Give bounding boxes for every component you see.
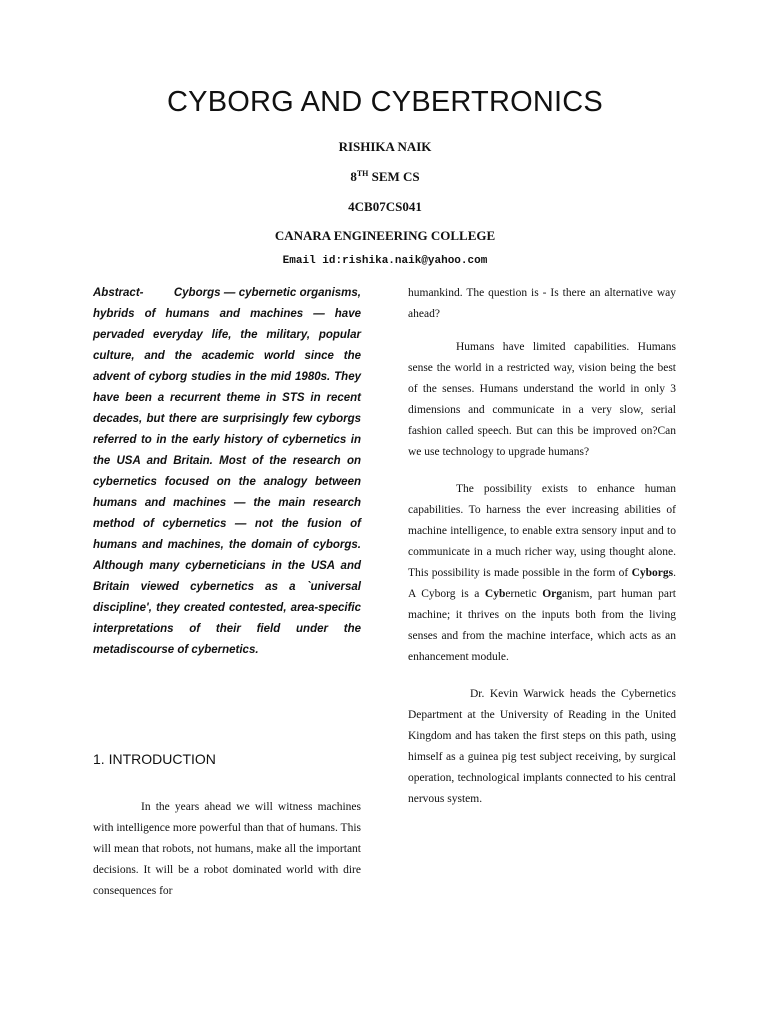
abstract-text: Cyborgs — cybernetic organisms, hybrids of humans and machines — have pervaded everyday life, the military, popular culture, and the academic world since the advent of cyborg studies in the mid 1980s. They have been a recurrent theme in STS in recent decades, but there are surprisingly few cyborgs referred to in the early history of cybernetics in the USA and Britain. Most of the research on cybernetics focused on the analogy between humans and machines — the main research method of cybernetics — not the fusion of humans and machines, the domain of cyborgs. Although many cyberneticians in the USA and Britain viewed cybernetics as a `universal discipline', they created contested, area-specific interpretations of their field under the metadiscourse of cybernetics. <box>93 287 361 656</box>
intro-paragraph-2: Humans have limited capabilities. Humans sense the world in a restricted way, vision being the best of the senses. Humans understand the world in only 3 dimensions and communicate in a very slow, serial fashion called speech. But can this be improved on?Can we use technology to upgrade humans? <box>408 341 676 458</box>
section-heading-introduction: 1. INTRODUCTION <box>93 751 216 767</box>
intro-paragraph-1-cont: humankind. The question is - Is there an alternative way ahead? <box>408 287 676 320</box>
para3-text-b: . A Cyborg is a <box>408 567 676 600</box>
intro-paragraph-3 <box>408 479 676 668</box>
semester-number: 8 <box>350 169 357 184</box>
para3-text-d: anism, part human part machine; it thrives on the inputs both from the living senses and from the machine interface, which acts as an enhancement module. <box>408 588 677 663</box>
college-name: CANARA ENGINEERING COLLEGE <box>274 228 496 243</box>
semester-superscript: TH <box>356 169 369 178</box>
usn: 4CB07CS041 <box>348 199 422 214</box>
abstract-label: Abstract- <box>93 287 144 299</box>
abstract <box>93 283 361 661</box>
intro-paragraph-1: In the years ahead we will witness machines with intelligence more powerful than that of humans. This will mean that robots, not humans, make all the important decisions. It will be a robot dominated world with dire consequences for <box>93 801 361 897</box>
para3-text: The possibility exists to enhance human capabilities. To harness the ever increasing abilities of machine intelligence, to enable extra sensory input and to communicate in a much richer way, using thought alone. This possibility is made possible in the form of <box>408 483 676 579</box>
right-column <box>408 283 676 810</box>
author-name: RISHIKA NAIK <box>338 139 432 154</box>
cyb-term: Cyb <box>484 588 506 600</box>
paper-title: CYBORG AND CYBERTRONICS <box>167 86 603 118</box>
cyborgs-term: Cyborgs <box>631 567 674 579</box>
email-line: Email id:rishika.naik@yahoo.com <box>282 255 488 267</box>
semester-line <box>0 169 770 185</box>
intro-paragraph-4: Dr. Kevin Warwick heads the Cybernetics Department at the University of Reading in the United Kingdom and has taken the first steps on this path, using himself as a guinea pig test subject receiving, by surgical operation, technological implants connected to his central nervous system. <box>408 688 676 805</box>
org-term: Org <box>542 588 562 600</box>
para3-text-c: ernetic <box>505 588 537 600</box>
semester-rest: SEM CS <box>371 169 420 184</box>
